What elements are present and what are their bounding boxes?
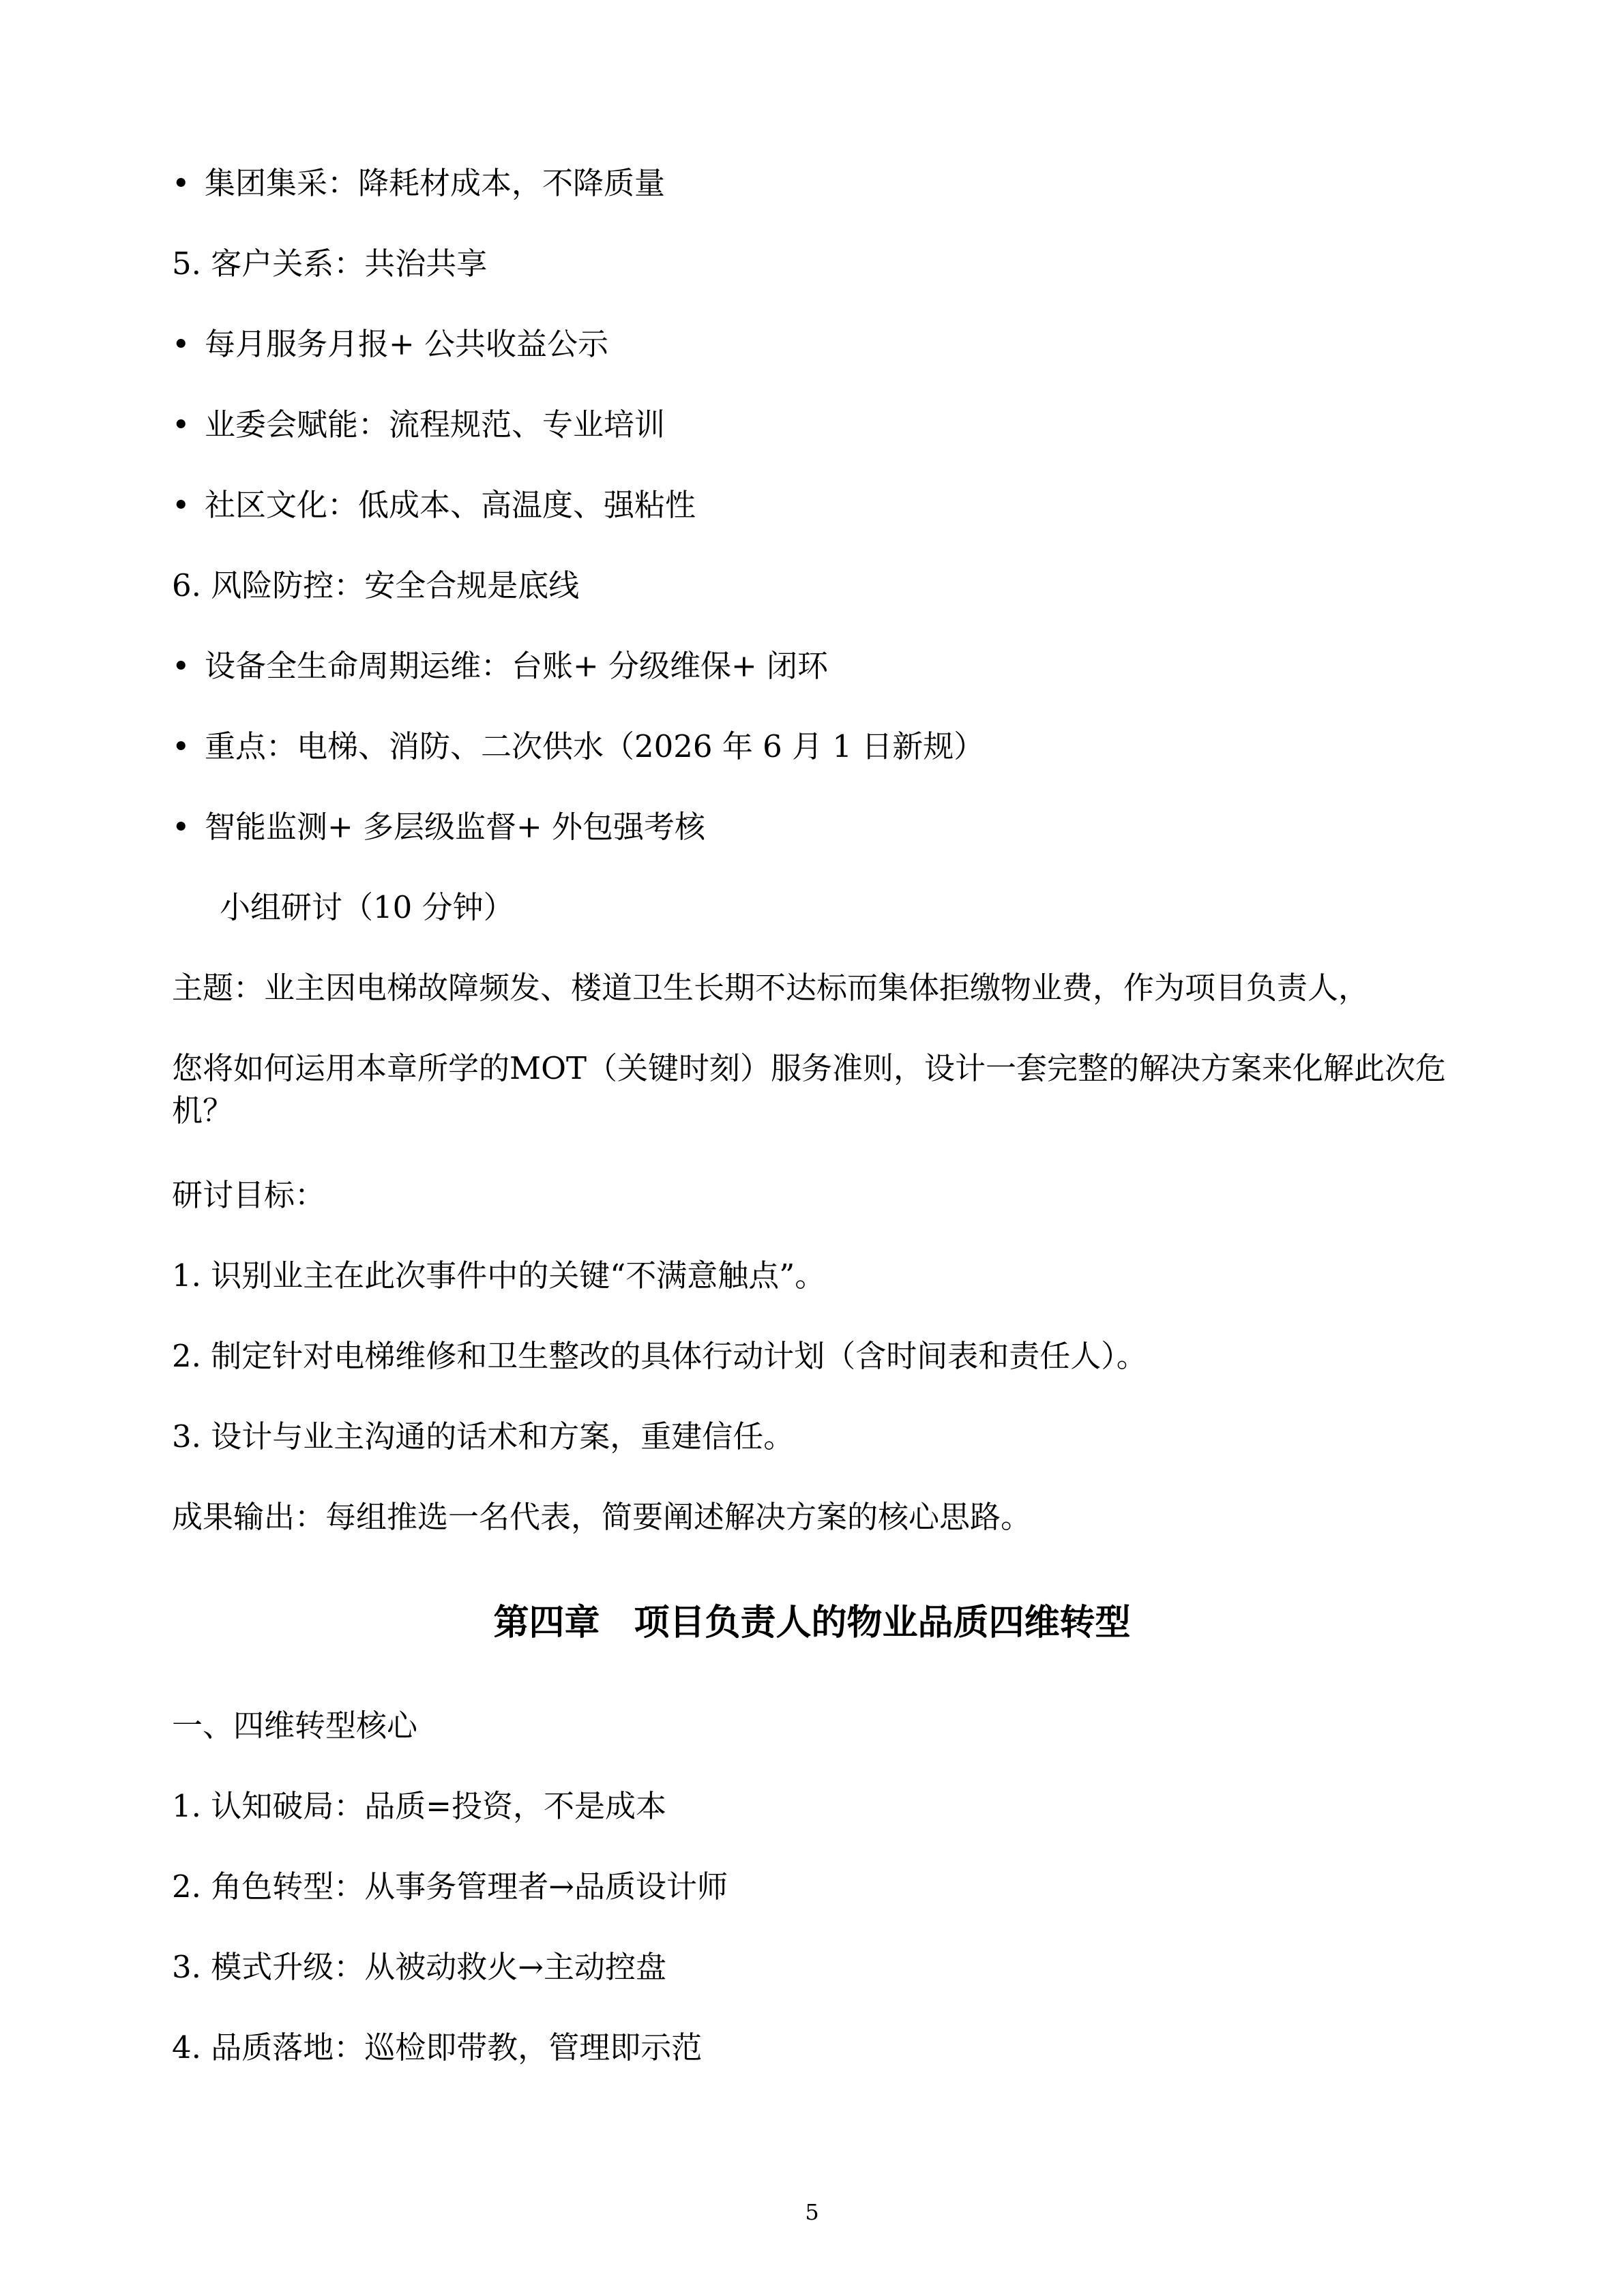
line-text: 2. 制定针对电梯维修和卫生整改的具体行动计划（含时间表和责任人）。 xyxy=(172,1338,1147,1374)
bullet-line-key-points xyxy=(172,723,1468,771)
bullet-marker: • xyxy=(172,809,190,845)
bullet-line-equipment-lifecycle xyxy=(172,642,1468,690)
section-item-3 xyxy=(172,1943,1468,1991)
bullet-line-monthly-report xyxy=(172,320,1468,368)
line-text: 业委会赋能：流程规范、专业培训 xyxy=(205,406,666,443)
numbered-heading-customer-relations xyxy=(172,240,1468,288)
line-text: 集团集采：降耗材成本，不降质量 xyxy=(205,165,666,201)
bullet-marker: • xyxy=(172,648,190,684)
bullet-marker: • xyxy=(172,406,190,443)
outcome-output-line xyxy=(172,1493,1468,1541)
line-text: 3. 模式升级：从被动救火→主动控盘 xyxy=(172,1949,666,1985)
line-text: 4. 品质落地：巡检即带教，管理即示范 xyxy=(172,2029,703,2066)
line-text: 每月服务月报+ 公共收益公示 xyxy=(205,326,609,362)
line-text: 1. 识别业主在此次事件中的关键“不满意触点”。 xyxy=(172,1257,826,1294)
line-text: 3. 设计与业主沟通的话术和方案，重建信任。 xyxy=(172,1418,795,1455)
line-text: 小组研讨（10 分钟） xyxy=(220,889,514,925)
line-text: 主题：业主因电梯故障频发、楼道卫生长期不达标而集体拒缴物业费，作为项目负责人， xyxy=(172,970,1370,1006)
line-text: 6. 风险防控：安全合规是底线 xyxy=(172,567,580,603)
chapter-number: 第四章 xyxy=(493,1602,600,1643)
line-text: 研讨目标： xyxy=(172,1177,326,1213)
numbered-heading-risk-control xyxy=(172,562,1468,610)
line-text: 社区文化：低成本、高温度、强粘性 xyxy=(205,487,696,523)
section-heading xyxy=(172,1702,1468,1750)
line-text: 您将如何运用本章所学的MOT（关键时刻）服务准则，设计一套完整的解决方案来化解此次危机？ xyxy=(172,1050,1446,1129)
line-text: 1. 认知破局：品质=投资，不是成本 xyxy=(172,1788,666,1824)
line-text: 一、四维转型核心 xyxy=(172,1708,418,1744)
discussion-topic-line xyxy=(172,964,1468,1012)
line-text: 智能监测+ 多层级监督+ 外包强考核 xyxy=(205,809,706,845)
line-text: 成果输出：每组推选一名代表，简要阐述解决方案的核心思路。 xyxy=(172,1499,1032,1535)
line-text: 设备全生命周期运维：台账+ 分级维保+ 闭环 xyxy=(205,648,829,684)
chapter-title: 项目负责人的物业品质四维转型 xyxy=(634,1602,1131,1643)
section-item-4 xyxy=(172,2024,1468,2072)
line-text: 2. 角色转型：从事务管理者→品质设计师 xyxy=(172,1868,728,1905)
bullet-line-community-culture xyxy=(172,481,1468,529)
line-text: 重点：电梯、消防、二次供水（2026 年 6 月 1 日新规） xyxy=(205,728,985,764)
bullet-line-owners-committee xyxy=(172,401,1468,449)
bullet-line-group-procurement xyxy=(172,160,1468,207)
section-item-2 xyxy=(172,1863,1468,1911)
group-discussion-title xyxy=(220,884,1516,931)
bullet-line-smart-monitoring xyxy=(172,803,1468,851)
section-item-1 xyxy=(172,1783,1468,1830)
bullet-marker: • xyxy=(172,326,190,362)
goal-item-1 xyxy=(172,1252,1468,1300)
goal-item-3 xyxy=(172,1413,1468,1461)
chapter-heading xyxy=(0,1596,1624,1650)
page-number: 5 xyxy=(805,2199,819,2225)
discussion-goals-label xyxy=(172,1172,1468,1219)
line-text: 5. 客户关系：共治共享 xyxy=(172,245,488,282)
bullet-marker: • xyxy=(172,165,190,201)
bullet-marker: • xyxy=(172,487,190,523)
goal-item-2 xyxy=(172,1332,1468,1380)
bullet-marker: • xyxy=(172,728,190,764)
discussion-topic-paragraph xyxy=(172,1047,1454,1132)
